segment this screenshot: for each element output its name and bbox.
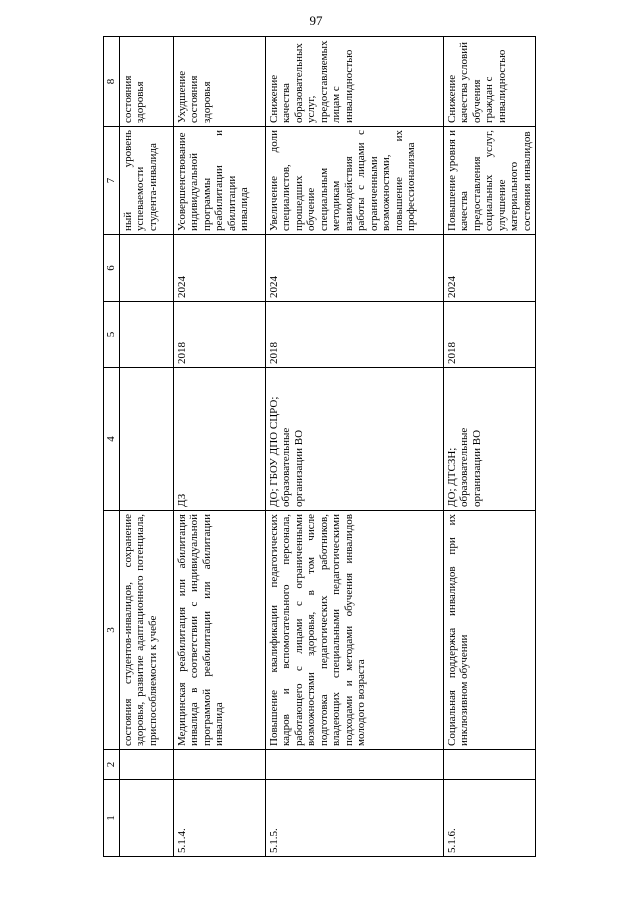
cell-executors: ДЗ xyxy=(173,368,265,511)
table-row xyxy=(443,37,536,857)
cell-risk: Снижение качества условий обучения граждан с инвалидностью xyxy=(443,37,536,127)
cell-executors: ДО; ДТСЗН; образовательные организации ВО xyxy=(443,368,536,511)
cell-result: Усовершенствование индивидуальной программы реабилитации и абилитации инвалида xyxy=(173,127,265,235)
cell-empty xyxy=(265,750,443,780)
header-row xyxy=(104,37,120,857)
cell-measure: Социальная поддержка инвалидов при их инклюзивном обучении xyxy=(443,511,536,750)
table-row xyxy=(173,37,265,857)
cell-end-year: 2024 xyxy=(265,235,443,302)
cell-number: 5.1.6. xyxy=(443,780,536,857)
cell-end-year: 2024 xyxy=(173,235,265,302)
cell-start-year: 2018 xyxy=(443,302,536,368)
cell-measure: Повышение квалификации педагогических кадров и вспомогательного персонала, работающего с лицами с ограниченными возможностями здоровья, в том числе подготовка педагогических работников, владеющих специальными педагогическими подходами и методами обучения инвалидов молодого возраста xyxy=(265,511,443,750)
cell-empty xyxy=(119,780,173,857)
cell-result: ный уровень успеваемости студента-инвалида xyxy=(119,127,173,235)
cell-empty xyxy=(119,750,173,780)
table-row xyxy=(265,37,443,857)
cell-executors: ДО; ГБОУ ДПО СЦРО; образовательные организации ВО xyxy=(265,368,443,511)
header-cell-2: 2 xyxy=(104,750,120,780)
header-cell-6: 6 xyxy=(104,235,120,302)
cell-start-year: 2018 xyxy=(173,302,265,368)
page-number: 97 xyxy=(309,13,323,28)
cell-risk: состояния здоровья xyxy=(119,37,173,127)
cell-empty xyxy=(173,750,265,780)
cell-empty xyxy=(119,368,173,511)
cell-end-year: 2024 xyxy=(443,235,536,302)
cell-number: 5.1.4. xyxy=(173,780,265,857)
cell-empty xyxy=(119,235,173,302)
cell-result: Увеличение доли специалистов, прошедших обучение специальным методикам взаимодействия работы с лицами с ограниченными возможностями, повышение их профессионализма xyxy=(265,127,443,235)
cell-number: 5.1.5. xyxy=(265,780,443,857)
measures-table xyxy=(103,36,536,857)
cell-start-year: 2018 xyxy=(265,302,443,368)
header-cell-7: 7 xyxy=(104,127,120,235)
table-row-continuation xyxy=(119,37,173,857)
cell-risk: Снижение качества образовательных услуг, предоставляемых лицам с инвалидностью xyxy=(265,37,443,127)
cell-empty xyxy=(443,750,536,780)
header-cell-5: 5 xyxy=(104,302,120,368)
header-cell-8: 8 xyxy=(104,37,120,127)
cell-result: Повышение уровня и качества предоставления социальных услуг, улучшение материального состояния инвалидов xyxy=(443,127,536,235)
header-cell-1: 1 xyxy=(104,780,120,857)
cell-empty xyxy=(119,302,173,368)
cell-risk: Ухудшение состояния здоровья xyxy=(173,37,265,127)
cell-measure: состояния студентов-инвалидов, сохранение здоровья, развитие адаптационного потенциала, приспособляемости к учебе xyxy=(119,511,173,750)
rotated-table-container xyxy=(103,37,533,857)
header-cell-4: 4 xyxy=(104,368,120,511)
header-cell-3: 3 xyxy=(104,511,120,750)
cell-measure: Медицинская реабилитация или абилитация инвалида в соответствии с индивидуальной программой реабилитации или абилитации инвалида xyxy=(173,511,265,750)
